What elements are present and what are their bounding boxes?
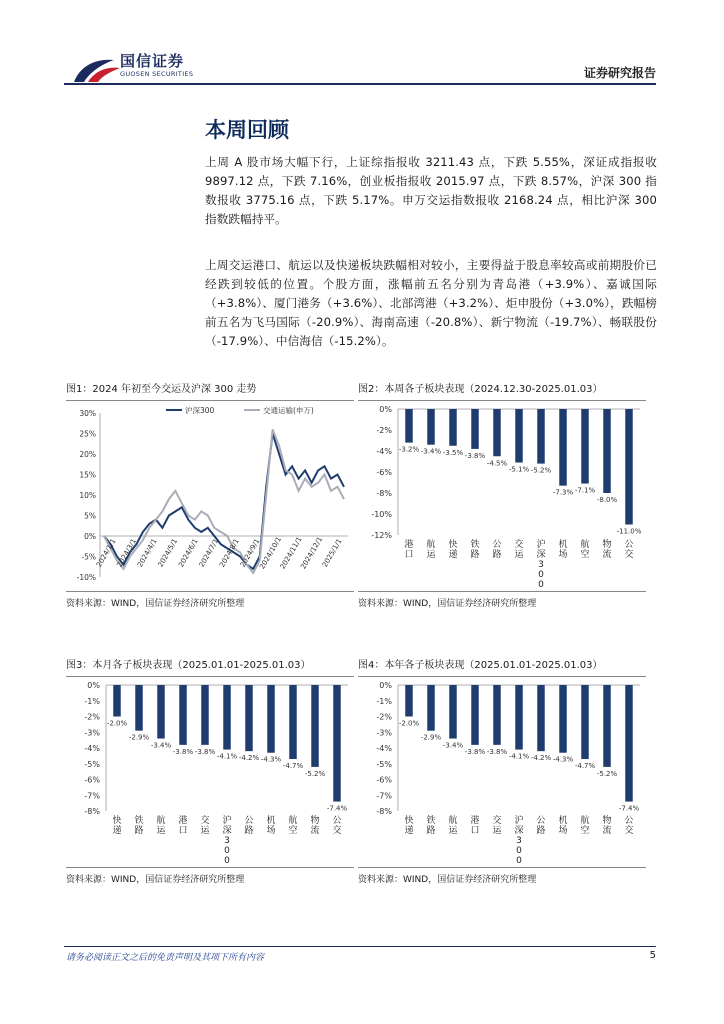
- bar: [201, 685, 208, 745]
- y-tick-label: 10%: [79, 491, 96, 500]
- data-label: -7.1%: [574, 486, 596, 495]
- bar-chart: [66, 677, 354, 867]
- data-label: -5.2%: [530, 466, 552, 475]
- bar: [471, 409, 478, 449]
- bar: [427, 685, 434, 731]
- figure-bottom-rule: [358, 867, 646, 868]
- x-tick-label: 2024/10/1: [258, 535, 284, 571]
- y-tick-label: -2%: [376, 712, 392, 722]
- bar: [515, 685, 522, 750]
- data-label: -4.3%: [260, 755, 282, 764]
- paragraph-market-review: 上周 A 股市场大幅下行，上证综指报收 3211.43 点，下跌 5.55%，深证成指报收 9897.12 点，下跌 7.16%，创业板指报收 2015.97 点，下跌 8.57%，沪深 300 指数报收 3775.16 点，下跌 5.17%。申万交运指数报收 2168.24 点，相比沪深 300 指数跌幅持平。: [205, 155, 657, 226]
- data-label: -11.0%: [616, 527, 642, 536]
- y-tick-label: -8%: [376, 489, 392, 498]
- logo-name-cn: 国信证券: [120, 52, 185, 70]
- x-tick-label: 铁路: [470, 540, 480, 560]
- bar: [135, 685, 142, 731]
- x-tick-label: 快递: [112, 816, 122, 836]
- x-tick-label: 公路: [536, 816, 546, 836]
- data-label: -4.2%: [530, 754, 552, 763]
- data-label: -4.1%: [216, 752, 238, 761]
- logo-name-en: GUOSEN SECURITIES: [120, 70, 194, 78]
- footer-disclaimer: 请务必阅读正文之后的免责声明及其项下所有内容: [66, 953, 265, 963]
- bar: [427, 409, 434, 445]
- x-tick-label: 航空: [580, 540, 590, 560]
- x-tick-label: 航运: [426, 540, 436, 560]
- bar: [559, 685, 566, 753]
- x-tick-label: 物流: [602, 540, 612, 560]
- bar: [625, 409, 632, 525]
- y-tick-label: -8%: [84, 807, 100, 816]
- data-label: -3.4%: [150, 741, 172, 750]
- bar: [157, 685, 164, 739]
- y-tick-label: -1%: [84, 696, 100, 706]
- data-label: -2.0%: [106, 719, 128, 728]
- data-label: -7.4%: [618, 804, 640, 813]
- y-tick-label: 0%: [379, 681, 392, 690]
- data-label: -4.5%: [486, 459, 508, 468]
- x-tick-label: 交运: [200, 816, 210, 836]
- series-line: [104, 434, 344, 569]
- y-tick-label: 15%: [79, 470, 96, 480]
- x-tick-label: 2024/9/1: [238, 537, 262, 569]
- bar-chart: [358, 677, 646, 867]
- bar: [223, 685, 230, 750]
- data-label: -3.8%: [194, 747, 216, 756]
- bar: [405, 685, 412, 717]
- y-tick-label: -6%: [376, 775, 392, 785]
- y-tick-label: -3%: [376, 728, 392, 738]
- figure-source: 资料来源：WIND，国信证券经济研究所整理: [66, 875, 245, 885]
- x-tick-label: 2024/4/1: [136, 537, 159, 569]
- bar: [603, 409, 610, 493]
- bar: [267, 685, 274, 753]
- figure-3: [66, 658, 354, 885]
- bar: [113, 685, 120, 717]
- x-tick-label: 沪深 3 0 0: [222, 816, 232, 866]
- page-number: 5: [649, 950, 656, 961]
- data-label: -3.8%: [486, 747, 508, 756]
- bar: [333, 685, 340, 802]
- y-tick-label: 0%: [84, 532, 96, 541]
- x-tick-label: 2024/5/1: [156, 537, 180, 569]
- x-tick-label: 公路: [492, 540, 502, 560]
- x-tick-label: 交运: [514, 540, 524, 560]
- figure-title: 图2：本周各子板块表现（2024.12.30-2025.01.03）: [358, 384, 603, 395]
- x-tick-label: 港口: [178, 816, 188, 836]
- data-label: -3.8%: [172, 747, 194, 756]
- y-tick-label: 0%: [87, 681, 100, 690]
- x-tick-label: 2024/8/1: [218, 537, 241, 569]
- footer-divider: [64, 946, 656, 947]
- x-tick-label: 2025/1/1: [320, 537, 344, 569]
- x-tick-label: 港口: [404, 540, 414, 560]
- figure-bottom-rule: [66, 591, 354, 592]
- y-tick-label: -6%: [84, 775, 100, 785]
- y-tick-label: -4%: [84, 744, 100, 753]
- bar: [559, 409, 566, 486]
- x-tick-label: 机场: [558, 540, 568, 560]
- figure-bottom-rule: [66, 867, 354, 868]
- y-tick-label: -5%: [376, 759, 392, 769]
- bar: [311, 685, 318, 767]
- data-label: -8.0%: [596, 496, 618, 504]
- figure-source: 资料来源：WIND，国信证券经济研究所整理: [66, 599, 245, 609]
- y-tick-label: -5%: [81, 552, 96, 562]
- x-tick-label: 公交: [332, 816, 342, 836]
- y-tick-label: 25%: [79, 429, 96, 439]
- data-label: -4.3%: [552, 755, 574, 764]
- x-tick-label: 公路: [244, 816, 254, 836]
- x-tick-label: 航运: [156, 816, 166, 836]
- x-tick-label: 快递: [404, 816, 414, 836]
- bar: [581, 409, 588, 484]
- bar: [493, 409, 500, 456]
- data-label: -3.5%: [442, 448, 464, 457]
- x-tick-label: 铁路: [134, 816, 144, 836]
- bar: [405, 409, 412, 443]
- x-tick-label: 2024/11/1: [278, 535, 304, 571]
- y-tick-label: -4%: [376, 447, 392, 456]
- data-label: -4.2%: [238, 754, 260, 763]
- y-tick-label: 30%: [79, 409, 96, 418]
- y-tick-label: -2%: [376, 426, 392, 435]
- y-tick-label: 5%: [84, 511, 96, 521]
- x-tick-label: 航运: [448, 816, 458, 836]
- figure-source: 资料来源：WIND，国信证券经济研究所整理: [358, 875, 537, 885]
- bar: [493, 685, 500, 745]
- y-tick-label: -10%: [371, 510, 392, 519]
- x-tick-label: 2024/3/1: [115, 537, 139, 569]
- report-type-label: 证券研究报告: [583, 66, 656, 80]
- data-label: -3.8%: [464, 747, 486, 756]
- bar: [603, 685, 610, 767]
- x-tick-label: 机场: [558, 816, 568, 836]
- bar: [449, 685, 456, 739]
- legend-label: 交通运输(申万): [263, 406, 314, 415]
- data-label: -5.1%: [508, 465, 530, 474]
- bar: [449, 409, 456, 446]
- data-label: -3.2%: [398, 445, 420, 454]
- x-tick-label: 2024/12/1: [299, 535, 325, 571]
- x-tick-label: 物流: [602, 816, 612, 836]
- bar: [245, 685, 252, 751]
- x-tick-label: 机场: [266, 816, 276, 836]
- x-tick-label: 航空: [288, 816, 298, 836]
- data-label: -5.2%: [596, 769, 618, 778]
- x-tick-label: 沪深 3 0 0: [514, 816, 524, 866]
- x-tick-label: 物流: [310, 816, 320, 836]
- x-tick-label: 沪深 3 0 0: [536, 540, 546, 590]
- data-label: -2.9%: [420, 733, 442, 742]
- data-label: -4.7%: [282, 762, 304, 771]
- bar: [289, 685, 296, 759]
- y-tick-label: -4%: [376, 744, 392, 753]
- y-tick-label: -2%: [84, 712, 100, 722]
- y-tick-label: 0%: [379, 405, 392, 414]
- y-tick-label: -7%: [84, 791, 100, 801]
- figure-title: 图3：本月各子板块表现（2025.01.01-2025.01.03）: [66, 660, 311, 671]
- x-tick-label: 港口: [470, 816, 480, 836]
- bar: [515, 409, 522, 463]
- figure-4: [358, 658, 646, 885]
- bar: [581, 685, 588, 759]
- y-tick-label: 20%: [79, 450, 96, 459]
- bar: [179, 685, 186, 745]
- y-tick-label: -7%: [376, 791, 392, 801]
- y-tick-label: -8%: [376, 807, 392, 816]
- y-tick-label: -6%: [376, 468, 392, 477]
- figure-title: 图1：2024 年初至今交运及沪深 300 走势: [66, 384, 257, 395]
- x-tick-label: 2024/1/1: [94, 537, 118, 569]
- bar: [537, 409, 544, 464]
- bar: [471, 685, 478, 745]
- x-tick-label: 2024/6/1: [177, 537, 200, 569]
- y-tick-label: -10%: [76, 573, 96, 582]
- x-tick-label: 航空: [580, 816, 590, 836]
- data-label: -7.3%: [552, 488, 574, 497]
- x-tick-label: 2024/7/1: [197, 537, 221, 569]
- y-tick-label: -1%: [376, 696, 392, 706]
- figure-2: [358, 382, 646, 609]
- x-tick-label: 铁路: [426, 816, 436, 836]
- header-divider: [64, 83, 656, 85]
- figure-1: [66, 382, 354, 609]
- figure-source: 资料来源：WIND，国信证券经济研究所整理: [358, 599, 537, 609]
- data-label: -3.4%: [420, 447, 442, 456]
- figure-bottom-rule: [358, 591, 646, 592]
- data-label: -5.2%: [304, 769, 326, 778]
- legend-label: 沪深300: [185, 406, 215, 415]
- y-tick-label: -3%: [84, 728, 100, 738]
- figure-title: 图4：本年各子板块表现（2025.01.01-2025.01.03）: [358, 660, 603, 671]
- bar: [537, 685, 544, 751]
- x-tick-label: 公交: [624, 816, 634, 836]
- data-label: -2.9%: [128, 733, 150, 742]
- bar: [625, 685, 632, 802]
- x-tick-label: 公交: [624, 540, 634, 560]
- data-label: -4.7%: [574, 762, 596, 771]
- x-tick-label: 快递: [448, 540, 458, 560]
- section-title: 本周回顾: [205, 118, 289, 142]
- data-label: -7.4%: [326, 804, 348, 813]
- data-label: -2.0%: [398, 719, 420, 728]
- page-header: [64, 48, 656, 88]
- y-tick-label: -12%: [371, 531, 392, 540]
- line-chart: [66, 401, 354, 591]
- bar-chart: [358, 401, 646, 591]
- y-tick-label: -5%: [84, 759, 100, 769]
- x-tick-label: 交运: [492, 816, 502, 836]
- data-label: -4.1%: [508, 752, 530, 761]
- data-label: -3.4%: [442, 741, 464, 750]
- data-label: -3.8%: [464, 451, 486, 460]
- paragraph-sector-review: 上周交运港口、航运以及快递板块跌幅相对较小，主要得益于股息率较高或前期股价已经跌到较低的位置。个股方面，涨幅前五名分别为青岛港（+3.9%）、嘉诚国际（+3.8%）、厦门港务（+3.6%）、北部湾港（+3.2%）、炬申股份（+3.0%），跌幅榜前五名为飞马国际（-20.9%）、海南高速（-20.8%）、新宁物流（-19.7%）、畅联股份（-17.9%）、中信海信（-15.2%）。: [205, 258, 657, 348]
